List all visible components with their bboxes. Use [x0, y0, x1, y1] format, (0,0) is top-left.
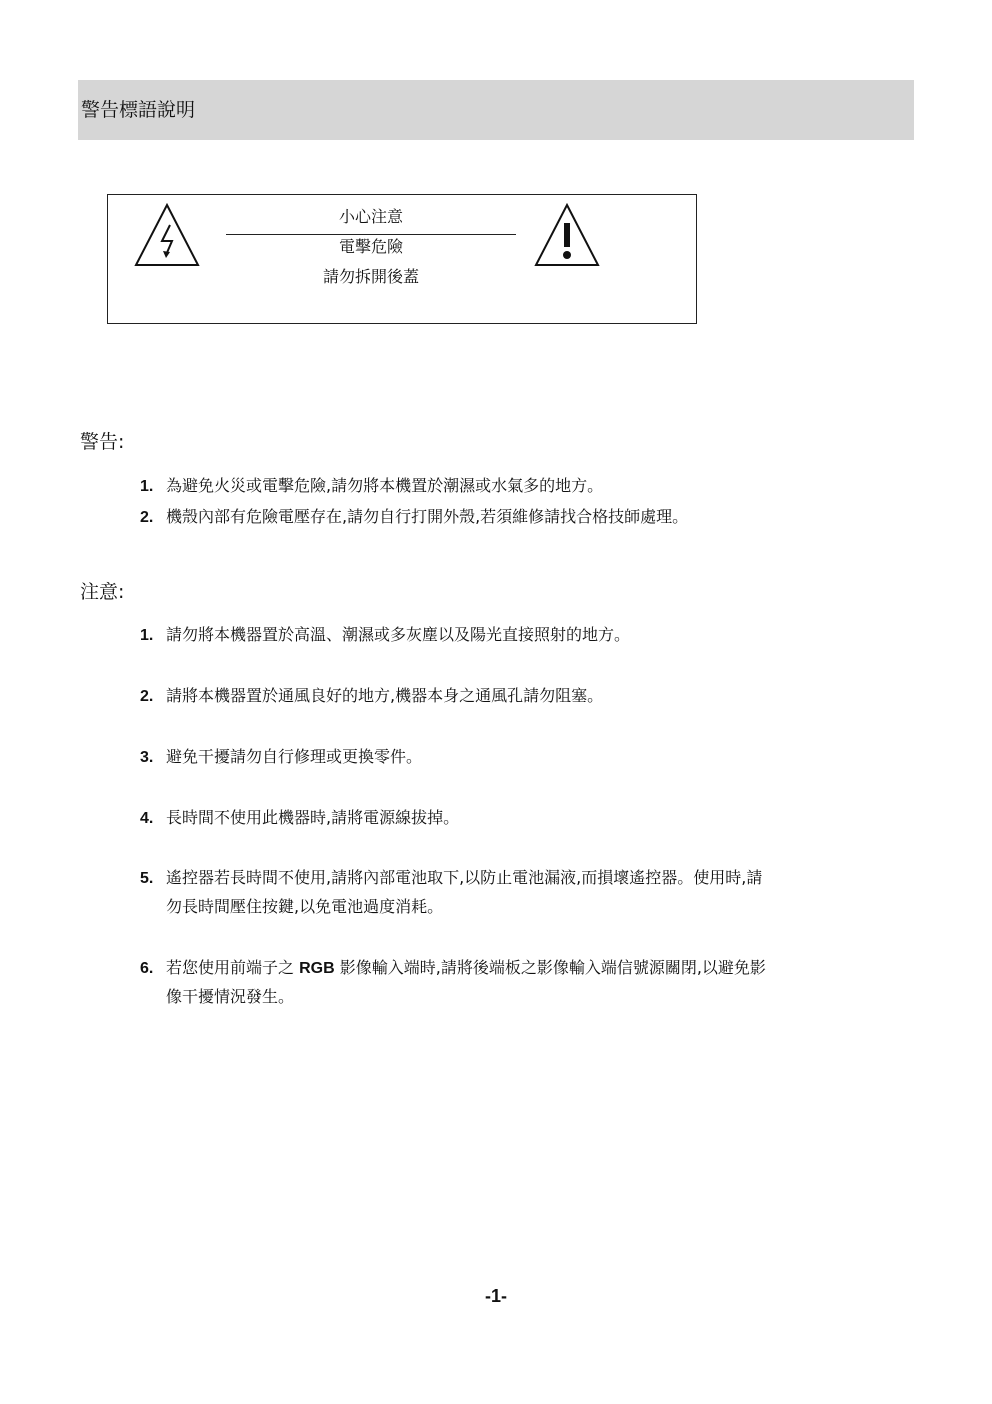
page-title: 警告標語說明 — [81, 99, 196, 121]
item-number: 4. — [140, 810, 154, 827]
list-item — [140, 954, 930, 1011]
item-text: 遙控器若長時間不使用,請將內部電池取下,以防止電池漏液,而損壞遙控器。使用時,請 — [166, 868, 763, 887]
exclamation-warning-icon — [534, 203, 600, 267]
item-text: 長時間不使用此機器時,請將電源線拔掉。 — [166, 808, 460, 827]
item-text: 機殼內部有危險電壓存在,請勿自行打開外殼,若須維修請找合格技師處理。 — [166, 507, 689, 526]
item-number: 5. — [140, 870, 154, 887]
item-number: 1. — [140, 478, 154, 495]
notes-heading: 注意: — [80, 581, 125, 603]
item-text: 避免干擾請勿自行修理或更換零件。 — [166, 747, 423, 766]
item-text-continued: 像干擾情況發生。 — [166, 987, 295, 1006]
list-item — [140, 503, 930, 532]
do-not-open-text: 請勿拆開後蓋 — [322, 267, 419, 286]
lightning-warning-icon — [134, 203, 200, 267]
item-number: 2. — [140, 509, 154, 526]
item-text: 為避免火災或電擊危險,請勿將本機置於潮濕或水氣多的地方。 — [166, 476, 604, 495]
list-item — [140, 621, 930, 650]
item-number: 1. — [140, 627, 154, 644]
item-number: 3. — [140, 749, 154, 766]
header-bar — [78, 80, 914, 140]
rgb-label: RGB — [299, 960, 335, 977]
list-item — [140, 472, 930, 501]
divider — [226, 234, 516, 235]
caution-text: 小心注意 — [338, 207, 403, 226]
list-item — [140, 864, 930, 921]
item-text: 影像輸入端時,請將後端板之影像輸入端信號源關閉,以避免影 — [334, 958, 766, 977]
item-number: 6. — [140, 960, 154, 977]
page-number: -1- — [485, 1286, 507, 1306]
item-text-continued: 勿長時間壓住按鍵,以免電池過度消耗。 — [166, 897, 444, 916]
shock-hazard-text: 電擊危險 — [338, 237, 403, 256]
list-item — [140, 682, 930, 711]
list-item — [140, 804, 930, 833]
warning-heading: 警告: — [80, 431, 125, 453]
list-item — [140, 743, 930, 772]
item-text: 請將本機器置於通風良好的地方,機器本身之通風孔請勿阻塞。 — [166, 686, 604, 705]
item-text: 請勿將本機器置於高溫、潮濕或多灰塵以及陽光直接照射的地方。 — [166, 625, 631, 644]
warning-label-box — [107, 194, 697, 324]
item-text: 若您使用前端子之 — [166, 958, 300, 977]
item-number: 2. — [140, 688, 154, 705]
